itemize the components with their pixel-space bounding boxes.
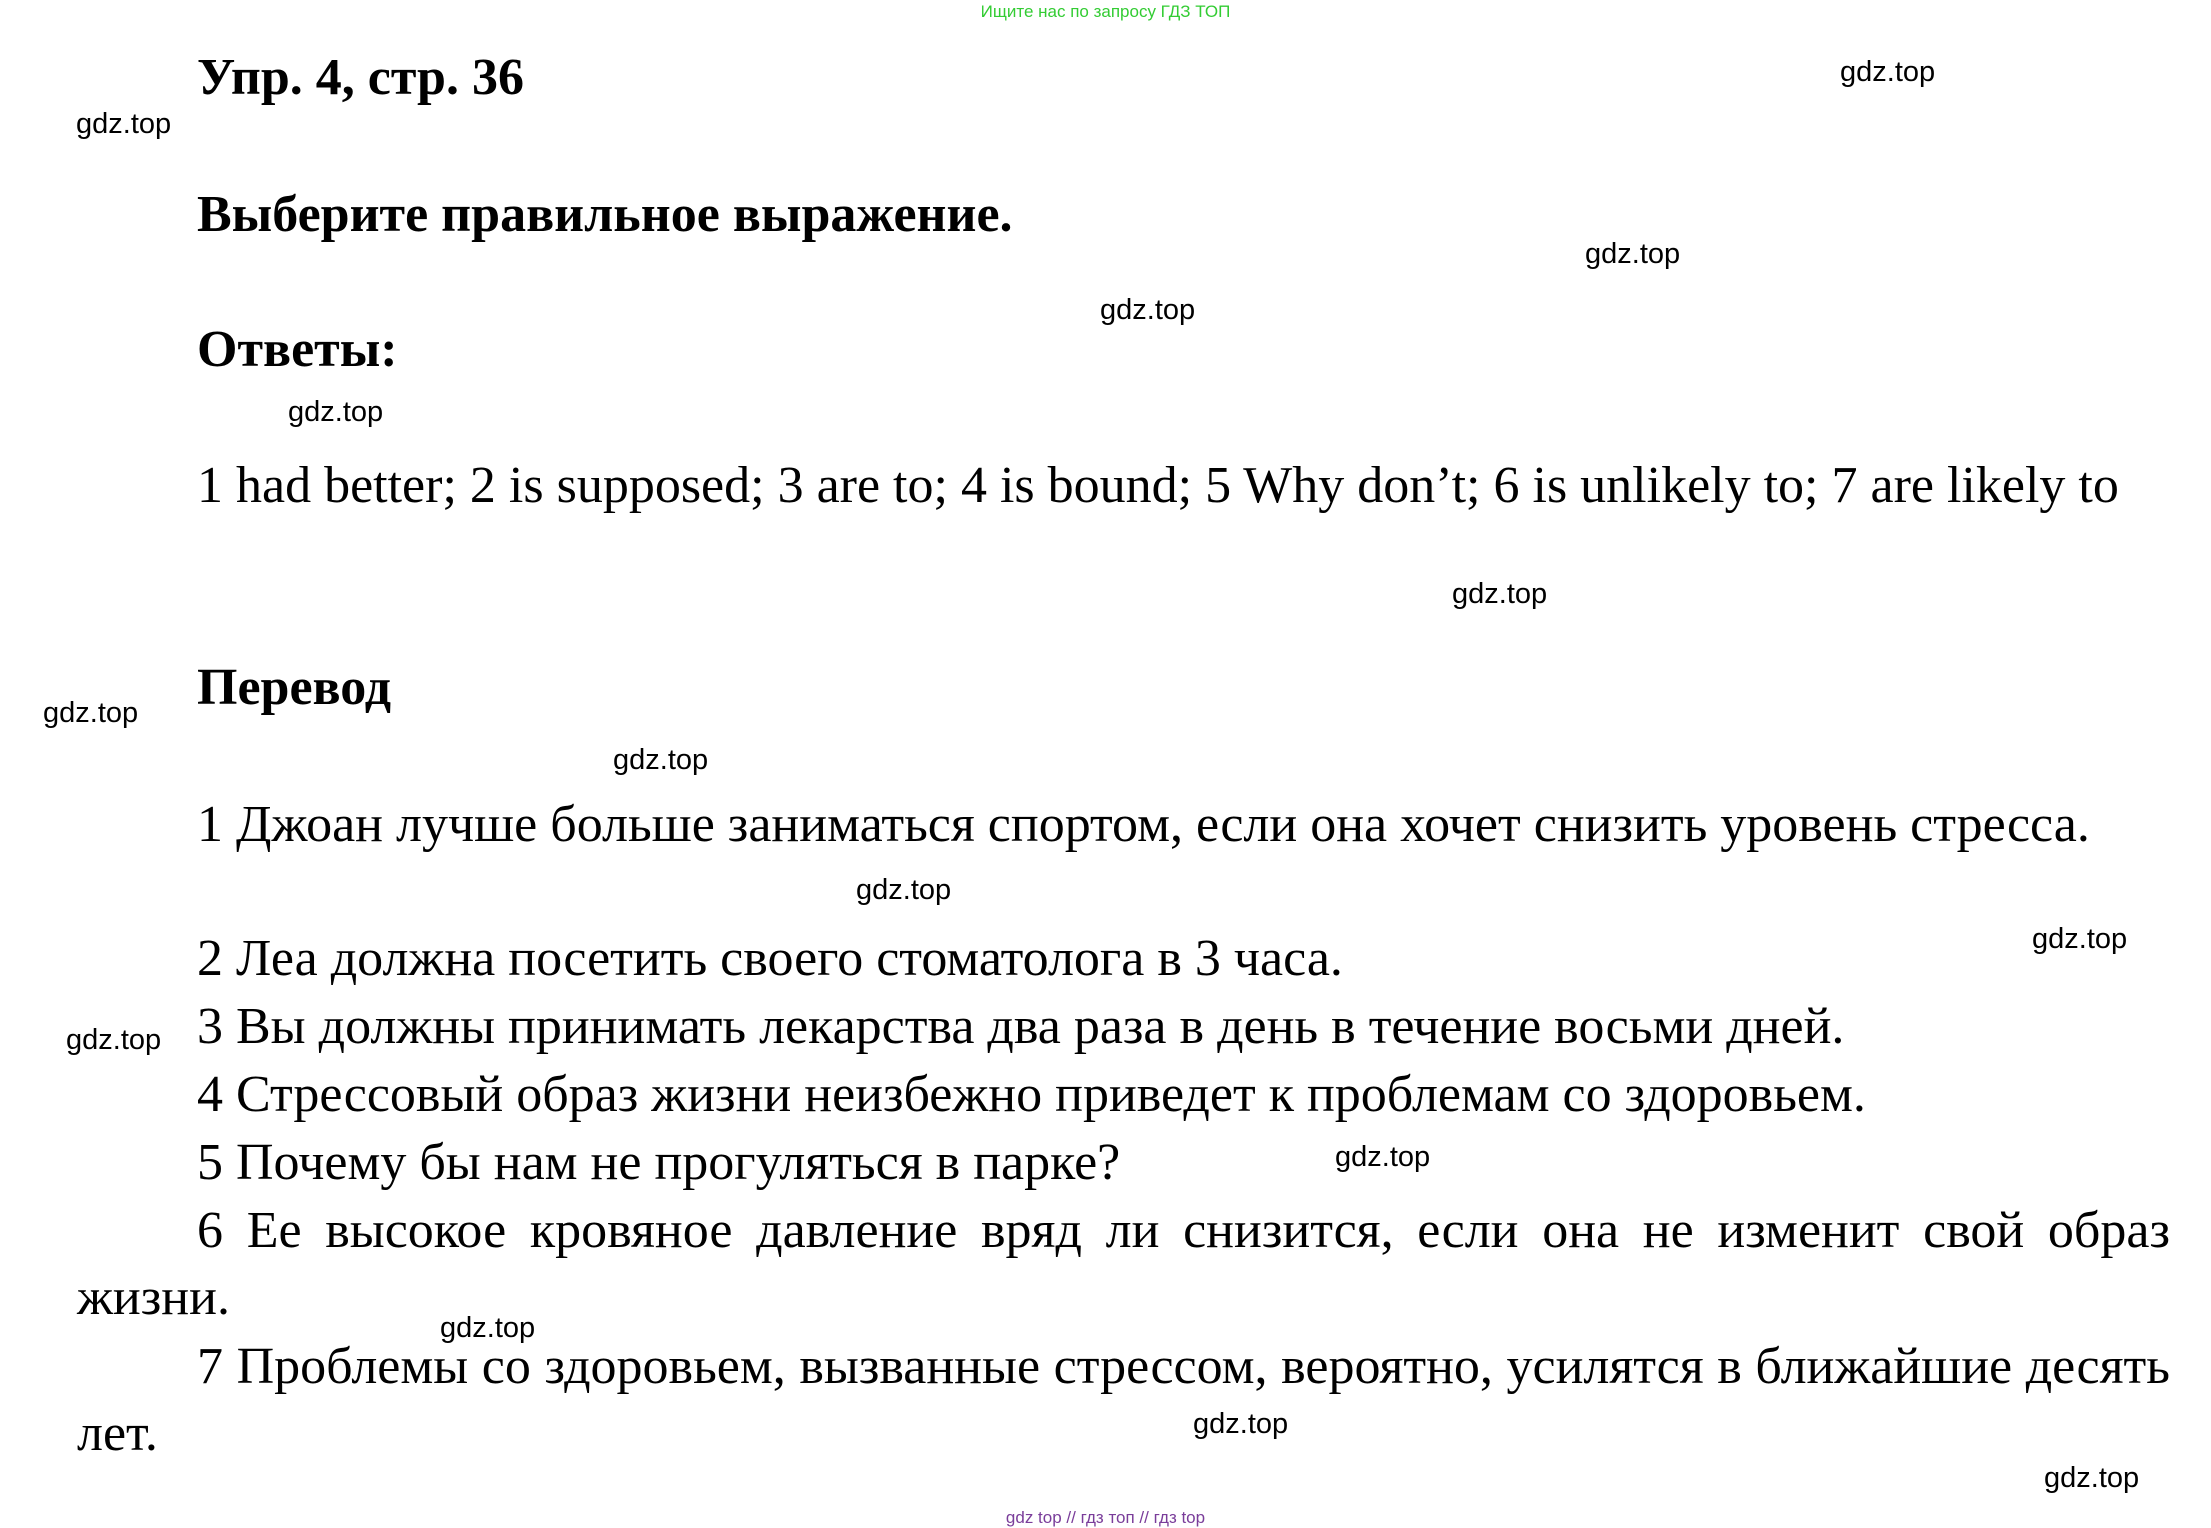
translation-item-2: 2 Леа должна посетить своего стоматолога в 3 часа. xyxy=(197,930,1343,987)
translation-item-6: 6 Ее высокое кровяное давление вряд ли снизится, если она не изменит свой образ жизни. xyxy=(77,1202,2170,1326)
translation-item-4: 4 Стрессовый образ жизни неизбежно приведет к проблемам со здоровьем. xyxy=(197,1066,1866,1123)
translation-item-5: 5 Почему бы нам не прогуляться в парке? xyxy=(197,1134,1121,1191)
task-heading: Выберите правильное выражение. xyxy=(197,186,1013,243)
watermark: gdz.top xyxy=(1585,238,1681,270)
translation-heading: Перевод xyxy=(197,659,392,716)
watermark: gdz.top xyxy=(1193,1408,1289,1440)
watermark: gdz.top xyxy=(2044,1462,2140,1494)
watermark: gdz.top xyxy=(288,396,384,428)
watermark: gdz.top xyxy=(1100,294,1196,326)
watermark: gdz.top xyxy=(2032,923,2128,955)
bottom-banner: gdz top // гдз топ // гдз top xyxy=(1005,1508,1206,1527)
watermark: gdz.top xyxy=(1452,578,1548,610)
watermark: gdz.top xyxy=(76,108,172,140)
translation-item-3: 3 Вы должны принимать лекарства два раза в день в течение восьми дней. xyxy=(197,998,1845,1055)
watermark: gdz.top xyxy=(43,697,139,729)
watermark: gdz.top xyxy=(613,744,709,776)
watermark: gdz.top xyxy=(440,1312,536,1344)
translation-item-7: 7 Проблемы со здоровьем, вызванные стрессом, вероятно, усилятся в ближайшие десять лет. xyxy=(77,1338,2170,1462)
answers-text: 1 had better; 2 is supposed; 3 are to; 4 is bound; 5 Why don’t; 6 is unlikely to; 7 are likely to xyxy=(197,457,2119,514)
answers-heading: Ответы: xyxy=(197,321,398,378)
watermark: gdz.top xyxy=(856,874,952,906)
top-banner: Ищите нас по запросу ГДЗ ТОП xyxy=(980,2,1231,21)
watermark: gdz.top xyxy=(1840,56,1936,88)
watermark: gdz.top xyxy=(66,1024,162,1056)
watermark: gdz.top xyxy=(1335,1141,1431,1173)
translation-item-1: 1 Джоан лучше больше заниматься спортом, если она хочет снизить уровень стресса. xyxy=(197,796,2090,853)
exercise-title: Упр. 4, стр. 36 xyxy=(197,49,524,106)
